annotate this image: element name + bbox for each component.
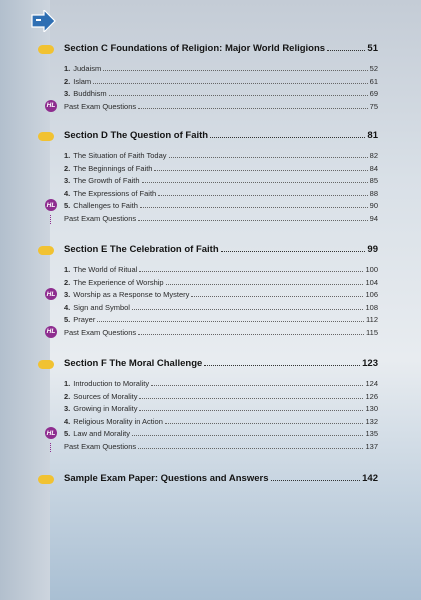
dot-leader (158, 189, 367, 196)
entry-number: 3. (64, 290, 71, 300)
dot-leader (165, 417, 364, 424)
entry-number: 5. (64, 315, 71, 325)
section-heading[interactable] (38, 356, 378, 372)
entry-page-number: 75 (369, 101, 378, 111)
entry-page-number: 61 (369, 76, 378, 86)
entry-page-number: 137 (365, 441, 378, 451)
dot-leader (154, 164, 367, 171)
dot-leader (169, 151, 368, 158)
entry-page-number: 130 (365, 404, 378, 414)
entry-label: Past Exam Questions (64, 101, 137, 111)
entry-label: The Expressions of Faith (73, 188, 157, 198)
toc-entry[interactable] (38, 391, 378, 404)
dot-leader (109, 89, 368, 96)
entry-number: 4. (64, 302, 71, 312)
entry-number: 3. (64, 89, 71, 99)
dot-leader (138, 328, 364, 335)
entry-number: 1. (64, 151, 71, 160)
entry-number: 3. (64, 176, 71, 186)
higher-level-badge-icon: HL (45, 288, 57, 300)
section-pill-icon (38, 132, 54, 141)
entry-label: The Experience of Worship (73, 277, 164, 287)
entry-number: 5. (64, 429, 71, 439)
toc-entry[interactable] (38, 175, 378, 188)
section-page-number: 123 (362, 358, 378, 369)
toc-entry[interactable] (38, 200, 378, 213)
entry-label: The Growth of Faith (73, 176, 140, 186)
toc-entry[interactable] (38, 188, 378, 201)
section-pill-icon (38, 45, 54, 54)
entry-number: 2. (64, 163, 71, 173)
toc-section (38, 471, 378, 487)
toc-entry[interactable] (38, 101, 378, 114)
higher-level-continuation-line (50, 443, 53, 452)
dot-leader (221, 244, 366, 252)
entry-page-number: 112 (366, 315, 378, 325)
dot-leader (97, 315, 364, 322)
entry-number: 1. (64, 379, 71, 388)
entry-number: 4. (64, 188, 71, 198)
section-heading[interactable] (38, 242, 378, 258)
toc-section (38, 242, 378, 340)
toc-entry[interactable] (38, 213, 378, 226)
toc-section (38, 41, 378, 113)
entry-page-number: 90 (369, 201, 378, 211)
entry-label: Past Exam Questions (64, 327, 137, 337)
entry-label: Past Exam Questions (64, 213, 137, 223)
entry-number: 1. (64, 265, 71, 274)
dot-leader (210, 130, 365, 138)
dot-leader (139, 392, 363, 399)
toc-section (38, 356, 378, 454)
entry-page-number: 135 (365, 429, 378, 439)
dot-leader (132, 429, 364, 436)
entry-page-number: 69 (369, 89, 378, 99)
entry-page-number: 126 (365, 391, 378, 401)
entry-label: Growing in Morality (73, 404, 138, 414)
section-page-number: 81 (367, 130, 378, 141)
entry-label: Law and Morality (73, 429, 130, 439)
section-pill-icon (38, 475, 54, 484)
entry-number: 5. (64, 201, 71, 211)
entry-number: 4. (64, 416, 71, 426)
toc-entry[interactable] (38, 163, 378, 176)
dot-leader (327, 43, 365, 51)
entry-number: 3. (64, 404, 71, 414)
section-page-number: 99 (367, 244, 378, 255)
entry-label: Judaism (73, 64, 102, 73)
entry-label: Religious Morality in Action (73, 416, 163, 426)
toc-entry[interactable] (38, 327, 378, 340)
entry-label: The World of Ritual (73, 265, 138, 274)
entry-page-number: 132 (365, 416, 378, 426)
higher-level-badge-icon: HL (45, 199, 57, 211)
toc-entry[interactable] (38, 63, 378, 76)
toc-entry[interactable] (38, 76, 378, 89)
toc-entry[interactable] (38, 277, 378, 290)
entry-page-number: 52 (369, 64, 378, 73)
entry-label: Worship as a Response to Mystery (73, 290, 190, 300)
section-page-number: 142 (362, 473, 378, 484)
entry-page-number: 108 (365, 302, 378, 312)
toc-entry[interactable] (38, 378, 378, 391)
dot-leader (166, 278, 364, 285)
toc-entry[interactable] (38, 403, 378, 416)
entry-label: The Situation of Faith Today (73, 151, 167, 160)
higher-level-badge-icon: HL (45, 100, 57, 112)
entry-page-number: 94 (369, 213, 378, 223)
higher-level-continuation-line (50, 215, 53, 224)
entry-page-number: 85 (369, 176, 378, 186)
entry-label: Sources of Morality (73, 391, 138, 401)
dot-leader (271, 473, 361, 481)
toc-entry[interactable] (38, 302, 378, 315)
dot-leader (139, 404, 363, 411)
toc-entry[interactable] (38, 314, 378, 327)
entry-page-number: 124 (365, 379, 378, 388)
dot-leader (103, 64, 367, 71)
entry-page-number: 84 (369, 163, 378, 173)
dot-leader (140, 201, 368, 208)
toc-entry[interactable] (38, 88, 378, 101)
section-title: Sample Exam Paper: Questions and Answers (64, 473, 269, 484)
entry-number: 1. (64, 64, 71, 73)
entry-label: The Beginnings of Faith (73, 163, 153, 173)
dot-leader (151, 379, 363, 386)
dot-leader (93, 77, 367, 84)
section-pill-icon (38, 360, 54, 369)
section-title: Section D The Question of Faith (64, 130, 209, 141)
dot-leader (132, 303, 364, 310)
section-pill-icon (38, 246, 54, 255)
entry-page-number: 100 (365, 265, 378, 274)
toc-entry[interactable] (38, 264, 378, 277)
dot-leader (191, 290, 363, 297)
entry-number: 2. (64, 76, 71, 86)
toc-entry[interactable] (38, 441, 378, 454)
entry-number: 2. (64, 391, 71, 401)
entry-label: Introduction to Morality (73, 379, 150, 388)
entry-label: Challenges to Faith (73, 201, 138, 211)
entry-page-number: 106 (365, 290, 378, 300)
entry-label: Buddhism (73, 89, 107, 99)
entry-page-number: 88 (369, 188, 378, 198)
entry-label: Past Exam Questions (64, 441, 137, 451)
entry-number: 2. (64, 277, 71, 287)
entry-label: Prayer (73, 315, 96, 325)
entry-label: Sign and Symbol (73, 302, 130, 312)
section-heading[interactable] (38, 471, 378, 487)
dot-leader (138, 102, 368, 109)
toc-entry[interactable] (38, 416, 378, 429)
entry-page-number: 104 (365, 277, 378, 287)
section-heading[interactable] (38, 41, 378, 57)
entry-label: Islam (73, 76, 92, 86)
entry-page-number: 115 (366, 327, 378, 337)
section-title: Section C Foundations of Religion: Major World Religions (64, 43, 326, 54)
toc-entry[interactable] (38, 289, 378, 302)
section-heading[interactable] (38, 128, 378, 144)
arrow-right-icon (30, 10, 56, 32)
dot-leader (138, 214, 368, 221)
dot-leader (204, 358, 360, 366)
section-page-number: 51 (367, 43, 378, 54)
section-title: Section E The Celebration of Faith (64, 244, 219, 255)
entry-page-number: 82 (369, 151, 378, 160)
higher-level-badge-icon: HL (45, 427, 57, 439)
section-title: Section F The Moral Challenge (64, 358, 203, 369)
dot-leader (142, 176, 368, 183)
higher-level-badge-icon: HL (45, 326, 57, 338)
toc-section (38, 128, 378, 226)
dot-leader (139, 265, 363, 272)
toc-entry[interactable] (38, 428, 378, 441)
dot-leader (138, 442, 363, 449)
toc-entry[interactable] (38, 150, 378, 163)
